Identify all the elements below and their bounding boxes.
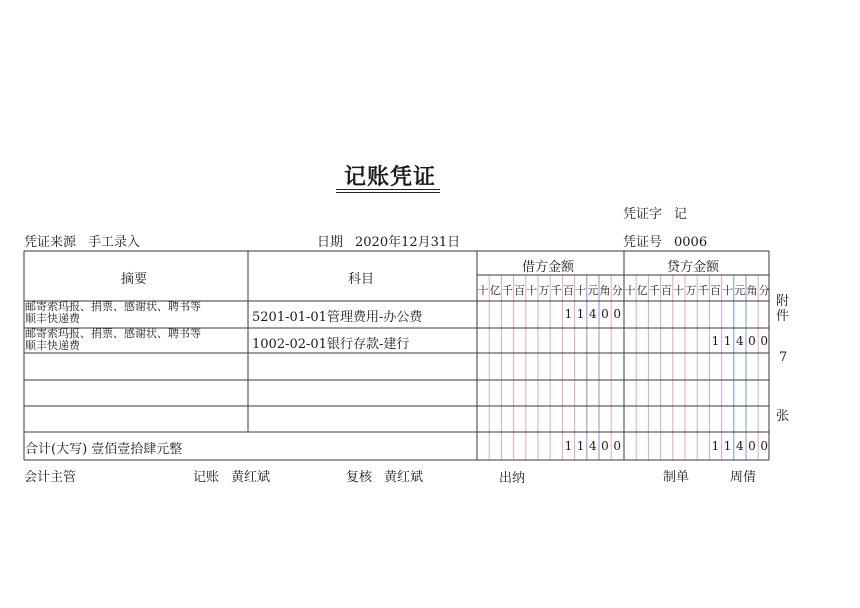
- unit-label: 元: [587, 284, 599, 297]
- unit-label: 十: [624, 284, 636, 297]
- total-credit-digit: 0: [760, 439, 768, 453]
- voucher-title: 记账凭证: [344, 165, 437, 190]
- row2-summary-line1: 邮寄索玛报、捐票、感谢状、聘书等: [25, 327, 201, 340]
- row2-credit-digit: 0: [748, 334, 756, 348]
- row1-account: 5201-01-01管理费用-办公费: [252, 310, 423, 325]
- bookkeeper-label: 记账: [193, 470, 220, 485]
- row1-debit-digit: 4: [588, 307, 597, 321]
- row2-credit-digit: 1: [711, 334, 720, 348]
- attachment-unit: 张: [776, 409, 790, 424]
- unit-label: 万: [538, 284, 550, 297]
- unit-label: 百: [514, 284, 526, 297]
- unit-label: 元: [734, 284, 746, 297]
- footer-reviewer: [346, 466, 423, 485]
- summary-header: 摘要: [121, 272, 148, 287]
- account-header: 科目: [348, 272, 375, 287]
- total-credit-digit: 4: [735, 439, 744, 453]
- row1-debit-digit: 0: [601, 307, 609, 321]
- voucher-no-value: 0006: [674, 235, 708, 250]
- reviewer-name: 黄红斌: [384, 470, 424, 485]
- bookkeeper-name: 黄红斌: [231, 470, 271, 485]
- unit-label: 千: [501, 284, 513, 297]
- unit-label: 角: [746, 284, 758, 297]
- footer-cashier-label: 出纳: [499, 471, 526, 486]
- total-debit-digit: 4: [588, 439, 597, 453]
- attachment-count: 7: [779, 350, 788, 365]
- unit-label: 角: [599, 284, 611, 297]
- row2-credit-digit: 0: [760, 334, 768, 348]
- unit-label: 千: [697, 284, 709, 297]
- total-debit-digit: 1: [564, 439, 573, 453]
- unit-label: 十: [722, 284, 734, 297]
- unit-label: 千: [648, 284, 660, 297]
- attachment-label-b: 件: [776, 309, 790, 324]
- total-amount-in-words: 合计(大写) 壹佰壹拾肆元整: [25, 442, 183, 457]
- unit-label: 十: [526, 284, 538, 297]
- row1-summary-line2: 顺丰快递费: [25, 312, 80, 325]
- voucher-type-value: 记: [674, 207, 688, 222]
- credit-header: 贷方金额: [667, 260, 720, 275]
- footer-bookkeeper: [193, 466, 270, 485]
- voucher-type-label: 凭证字: [623, 207, 663, 222]
- voucher-no-label: 凭证号: [623, 235, 663, 250]
- row2-summary-line2: 顺丰快递费: [25, 339, 80, 352]
- unit-label: 分: [758, 284, 770, 297]
- footer-supervisor-label: 会计主管: [24, 470, 77, 485]
- unit-label: 十: [575, 284, 587, 297]
- unit-label: 分: [611, 284, 623, 297]
- debit-header: 借方金额: [522, 260, 575, 275]
- row2-credit-digit: 1: [723, 334, 732, 348]
- unit-label: 千: [550, 284, 562, 297]
- source-value: 手工录入: [88, 235, 141, 250]
- unit-label: 亿: [636, 284, 648, 297]
- unit-label: 亿: [489, 284, 501, 297]
- row1-summary-line1: 邮寄索玛报、捐票、感谢状、聘书等: [25, 300, 201, 313]
- total-credit-digit: 1: [711, 439, 720, 453]
- row2-credit-digit: 4: [735, 334, 744, 348]
- source-label: 凭证来源: [24, 235, 77, 250]
- total-debit-digit: 0: [613, 439, 621, 453]
- total-credit-digit: 1: [723, 439, 732, 453]
- unit-label: 百: [709, 284, 721, 297]
- reviewer-label: 复核: [346, 470, 373, 485]
- unit-label: 万: [685, 284, 697, 297]
- row1-debit-digit: 1: [576, 307, 585, 321]
- total-debit-digit: 1: [576, 439, 585, 453]
- row2-account: 1002-02-01银行存款-建行: [252, 337, 410, 352]
- attachment-label-a: 附: [776, 294, 790, 309]
- date-label: 日期: [317, 235, 344, 250]
- unit-label: 百: [661, 284, 673, 297]
- unit-label: 十: [477, 284, 489, 297]
- footer-preparer-name: 周倩: [730, 470, 757, 485]
- total-debit-digit: 0: [601, 439, 609, 453]
- total-credit-digit: 0: [748, 439, 756, 453]
- unit-label: 十: [673, 284, 685, 297]
- row1-debit-digit: 0: [613, 307, 621, 321]
- row1-debit-digit: 1: [564, 307, 573, 321]
- footer-preparer-label: 制单: [663, 470, 690, 485]
- unit-label: 百: [562, 284, 574, 297]
- date-value: 2020年12月31日: [355, 235, 461, 250]
